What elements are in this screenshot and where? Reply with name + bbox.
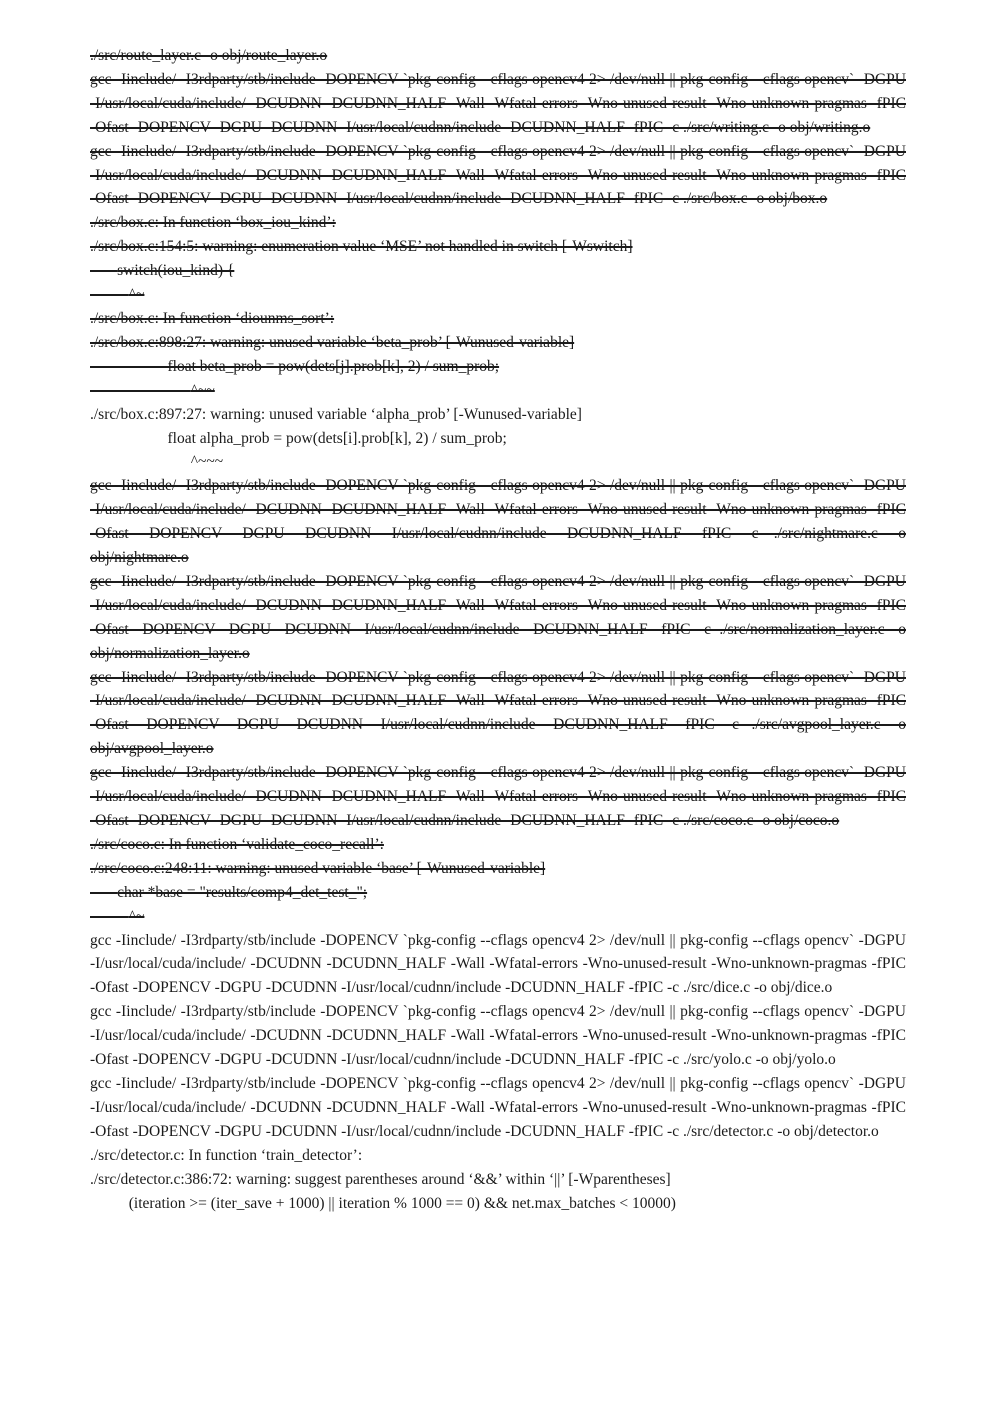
log-line: ./src/route_layer.c -o obj/route_layer.o bbox=[90, 47, 328, 64]
log-line: switch(iou_kind) { bbox=[90, 262, 235, 280]
log-line: gcc -Iinclude/ -I3rdparty/stb/include -DOPENCV `pkg-config --cflags opencv4 2> /dev/null || pkg-config --cflags opencv` -DGPU -I/usr/local/cuda/include/ -DCUDNN -DCUDNN_HALF -Wall -Wfatal-errors -Wno-unused-result -Wno-unknown-pragmas -fPIC -Ofast -DOPENCV -DGPU -DCUDNN -I/usr/local/cudnn/include -DCUDNN_HALF -fPIC -c ./src/nightmare.c -o obj/nightmare.o bbox=[90, 477, 906, 567]
log-line: ^~ bbox=[90, 286, 145, 304]
log-line: float beta_prob = pow(dets[j].prob[k], 2) / sum_prob; bbox=[90, 357, 500, 375]
log-line: gcc -Iinclude/ -I3rdparty/stb/include -DOPENCV `pkg-config --cflags opencv4 2> /dev/null || pkg-config --cflags opencv` -DGPU -I/usr/local/cuda/include/ -DCUDNN -DCUDNN_HALF -Wall -Wfatal-errors -Wno-unused-result -Wno-unknown-pragmas -fPIC -Ofast -DOPENCV -DGPU -DCUDNN -I/usr/local/cudnn/include -DCUDNN_HALF -fPIC -c ./src/box.c -o obj/box.o bbox=[90, 142, 906, 208]
log-line: ^~ bbox=[90, 907, 145, 925]
log-line: ./src/box.c:154:5: warning: enumeration value ‘MSE’ not handled in switch [-Wswitch] bbox=[90, 238, 633, 256]
log-line: float alpha_prob = pow(dets[i].prob[k], 2) / sum_prob; bbox=[90, 429, 507, 447]
log-line: (iteration >= (iter_save + 1000) || iteration % 1000 == 0) && net.max_batches < 10000) bbox=[90, 1194, 676, 1212]
log-line: gcc -Iinclude/ -I3rdparty/stb/include -DOPENCV `pkg-config --cflags opencv4 2> /dev/null || pkg-config --cflags opencv` -DGPU -I/usr/local/cuda/include/ -DCUDNN -DCUDNN_HALF -Wall -Wfatal-errors -Wno-unused-result -Wno-unknown-pragmas -fPIC -Ofast -DOPENCV -DGPU -DCUDNN -I/usr/local/cudnn/include -DCUDNN_HALF -fPIC -c ./src/coco.c -o obj/coco.o bbox=[90, 764, 906, 829]
log-line: ./src/box.c: In function ‘diounms_sort’: bbox=[90, 309, 335, 327]
log-line: gcc -Iinclude/ -I3rdparty/stb/include -DOPENCV `pkg-config --cflags opencv4 2> /dev/null || pkg-config --cflags opencv` -DGPU -I/usr/local/cuda/include/ -DCUDNN -DCUDNN_HALF -Wall -Wfatal-errors -Wno-unused-result -Wno-unknown-pragmas -fPIC -Ofast -DOPENCV -DGPU -DCUDNN -I/usr/local/cudnn/include -DCUDNN_HALF -fPIC -c ./src/normalization_layer.c -o obj/normalization_layer.o bbox=[90, 572, 906, 662]
log-line: ./src/box.c: In function ‘box_iou_kind’: bbox=[90, 214, 336, 232]
log-line: ./src/detector.c:386:72: warning: suggest parentheses around ‘&&’ within ‘||’ [-Wparentheses] bbox=[90, 1170, 671, 1188]
log-line: ^~~ bbox=[90, 381, 215, 399]
log-line: char *base = "results/comp4_det_test_"; bbox=[90, 883, 368, 901]
log-line: ./src/box.c:897:27: warning: unused variable ‘alpha_prob’ [-Wunused-variable] bbox=[90, 405, 582, 423]
log-line: ./src/coco.c:248:11: warning: unused variable ‘base’ [-Wunused-variable] bbox=[90, 859, 546, 877]
log-line: ^~~~ bbox=[90, 453, 224, 471]
log-line: ./src/detector.c: In function ‘train_detector’: bbox=[90, 1146, 363, 1164]
log-line: gcc -Iinclude/ -I3rdparty/stb/include -DOPENCV `pkg-config --cflags opencv4 2> /dev/null || pkg-config --cflags opencv` -DGPU -I/usr/local/cuda/include/ -DCUDNN -DCUDNN_HALF -Wall -Wfatal-errors -Wno-unused-result -Wno-unknown-pragmas -fPIC -Ofast -DOPENCV -DGPU -DCUDNN -I/usr/local/cudnn/include -DCUDNN_HALF -fPIC -c ./src/dice.c -o obj/dice.o bbox=[90, 931, 906, 997]
build-log bbox=[90, 44, 906, 1215]
log-line: gcc -Iinclude/ -I3rdparty/stb/include -DOPENCV `pkg-config --cflags opencv4 2> /dev/null || pkg-config --cflags opencv` -DGPU -I/usr/local/cuda/include/ -DCUDNN -DCUDNN_HALF -Wall -Wfatal-errors -Wno-unused-result -Wno-unknown-pragmas -fPIC -Ofast -DOPENCV -DGPU -DCUDNN -I/usr/local/cudnn/include -DCUDNN_HALF -fPIC -c ./src/avgpool_layer.c -o obj/avgpool_layer.o bbox=[90, 668, 906, 758]
log-line: gcc -Iinclude/ -I3rdparty/stb/include -DOPENCV `pkg-config --cflags opencv4 2> /dev/null || pkg-config --cflags opencv` -DGPU -I/usr/local/cuda/include/ -DCUDNN -DCUDNN_HALF -Wall -Wfatal-errors -Wno-unused-result -Wno-unknown-pragmas -fPIC -Ofast -DOPENCV -DGPU -DCUDNN -I/usr/local/cudnn/include -DCUDNN_HALF -fPIC -c ./src/detector.c -o obj/detector.o bbox=[90, 1074, 906, 1140]
log-line: ./src/coco.c: In function ‘validate_coco_recall’: bbox=[90, 835, 384, 853]
log-line: ./src/box.c:898:27: warning: unused variable ‘beta_prob’ [-Wunused-variable] bbox=[90, 333, 575, 351]
log-line: gcc -Iinclude/ -I3rdparty/stb/include -DOPENCV `pkg-config --cflags opencv4 2> /dev/null || pkg-config --cflags opencv` -DGPU -I/usr/local/cuda/include/ -DCUDNN -DCUDNN_HALF -Wall -Wfatal-errors -Wno-unused-result -Wno-unknown-pragmas -fPIC -Ofast -DOPENCV -DGPU -DCUDNN -I/usr/local/cudnn/include -DCUDNN_HALF -fPIC -c ./src/yolo.c -o obj/yolo.o bbox=[90, 1003, 906, 1069]
log-line: gcc -Iinclude/ -I3rdparty/stb/include -DOPENCV `pkg-config --cflags opencv4 2> /dev/null || pkg-config --cflags opencv` -DGPU -I/usr/local/cuda/include/ -DCUDNN -DCUDNN_HALF -Wall -Wfatal-errors -Wno-unused-result -Wno-unknown-pragmas -fPIC -Ofast -DOPENCV -DGPU -DCUDNN -I/usr/local/cudnn/include -DCUDNN_HALF -fPIC -c ./src/writing.c -o obj/writing.o bbox=[90, 70, 906, 136]
